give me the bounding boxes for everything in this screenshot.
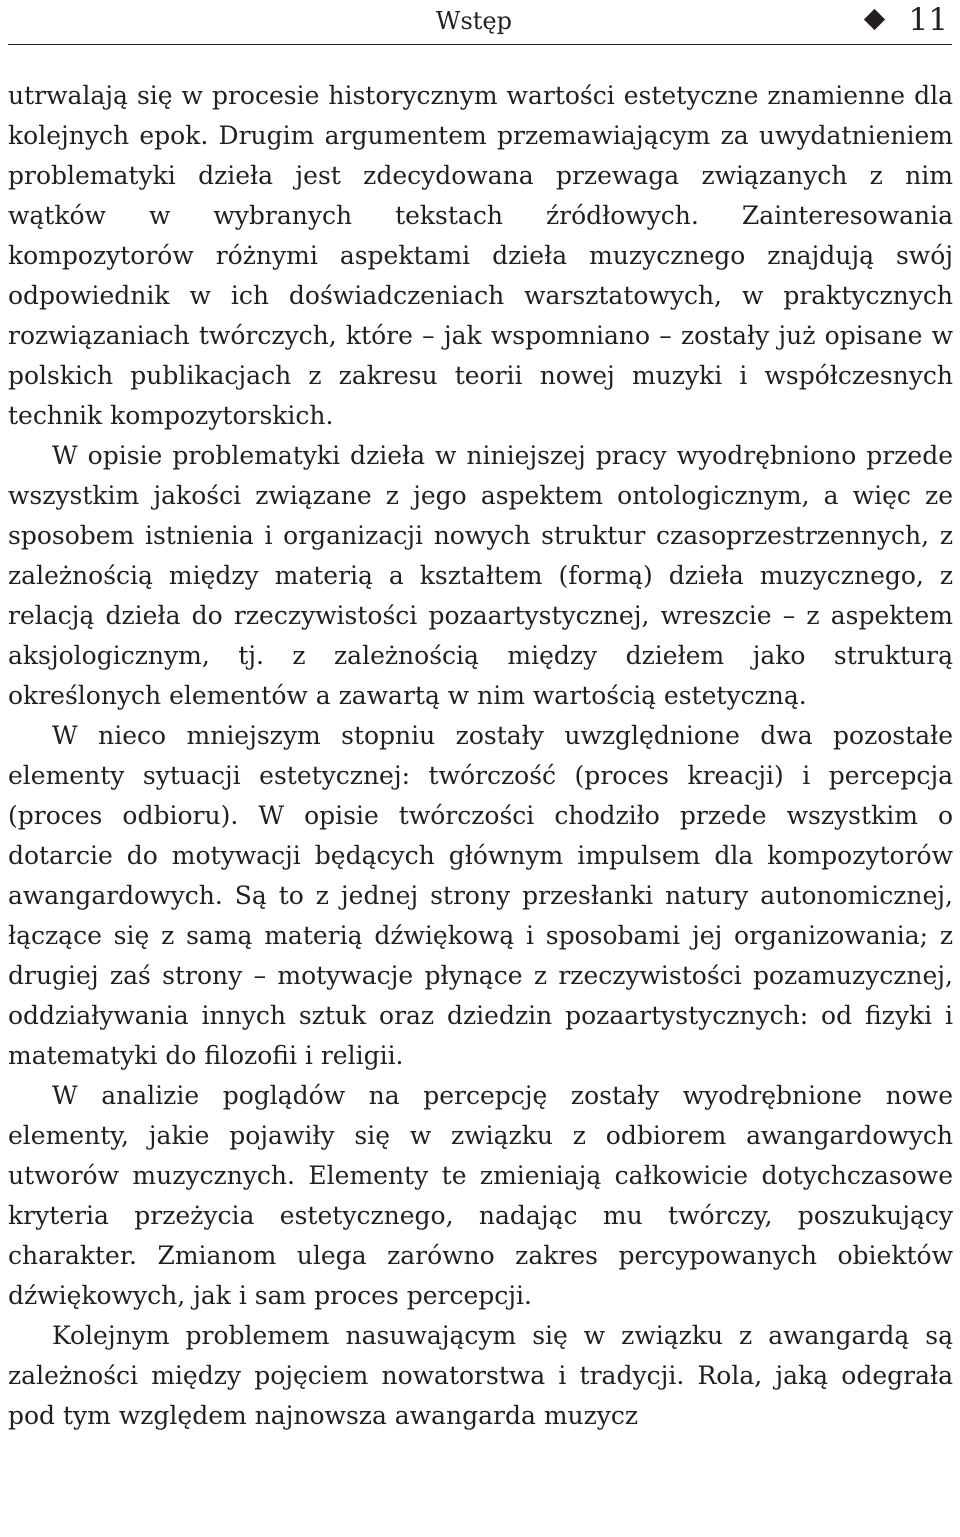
running-header [8,0,952,45]
diamond-icon [864,9,885,30]
paragraph-innovation-tradition: Kolejnym problemem nasuwającym się w związku z awangardą są zależności między pojęciem nowatorstwa i tradycji. Rola, jaką odegrała pod tym względem najnowsza awangarda muzycz [8,1321,953,1430]
page-number: 11 [908,2,948,38]
paragraph-perception-analysis: W analizie poglądów na percepcję zostały wyodrębnione nowe elementy, jakie pojawiły się w związku z odbiorem awangardowych utworów muzycznych. Elementy te zmieniają całkowicie dotychczasowe kryteria przeżycia estetycznego, nadając mu twórczy, poszukujący charakter. Zmianom ulega zarówno zakres percypowanych obiektów dźwiękowych, jak i sam proces percepcji. [8,1081,953,1310]
paragraph-continuation: utrwalają się w procesie historycznym wartości estetyczne znamienne dla kolejnych epok. Drugim argumentem przemawiającym za uwydatnieniem problematyki dzieła jest zdecydowana przewaga związanych z nim wątków w wybranych tekstach źródłowych. Zainteresowania kompozytorów różnymi aspektami dzieła muzycznego znajdują swój odpowiednik w ich doświadczeniach warsztatowych, w praktycznych rozwiązaniach twórczych, które – jak wspomniano – zostały już opisane w polskich publikacjach z zakresu teorii nowej muzyki i współczesnych technik kompozytorskich. [8,81,953,430]
running-head-title: Wstęp [435,7,512,35]
body-text [8,76,953,1436]
paragraph-ontological-aspect: W opisie problematyki dzieła w niniejszej pracy wyodrębniono przede wszystkim jakości związane z jego aspektem ontologicznym, a więc ze sposobem istnienia i organizacji nowych struktur czasoprzestrzennych, z zależnością między materią a kształtem (formą) dzieła muzycznego, z relacją dzieła do rzeczywistości pozaartystycznej, wreszcie – z aspektem aksjologicznym, tj. z zależnością między dziełem jako strukturą określonych elementów a zawartą w nim wartością estetyczną. [8,441,953,710]
paragraph-creation-perception: W nieco mniejszym stopniu zostały uwzględnione dwa pozostałe elementy sytuacji estetycznej: twórczość (proces kreacji) i percepcja (proces odbioru). W opisie twórczości chodziło przede wszystkim o dotarcie do motywacji będących głównym impulsem dla kompozytorów awangardowych. Są to z jednej strony przesłanki natury autonomicznej, łączące się z samą materią dźwiękową i sposobami jej organizowania; z drugiej zaś strony – motywacje płynące z rzeczywistości pozamuzycznej, oddziaływania innych sztuk oraz dziedzin pozaartystycznych: od fizyki i matematyki do filozofii i religii. [8,721,953,1070]
